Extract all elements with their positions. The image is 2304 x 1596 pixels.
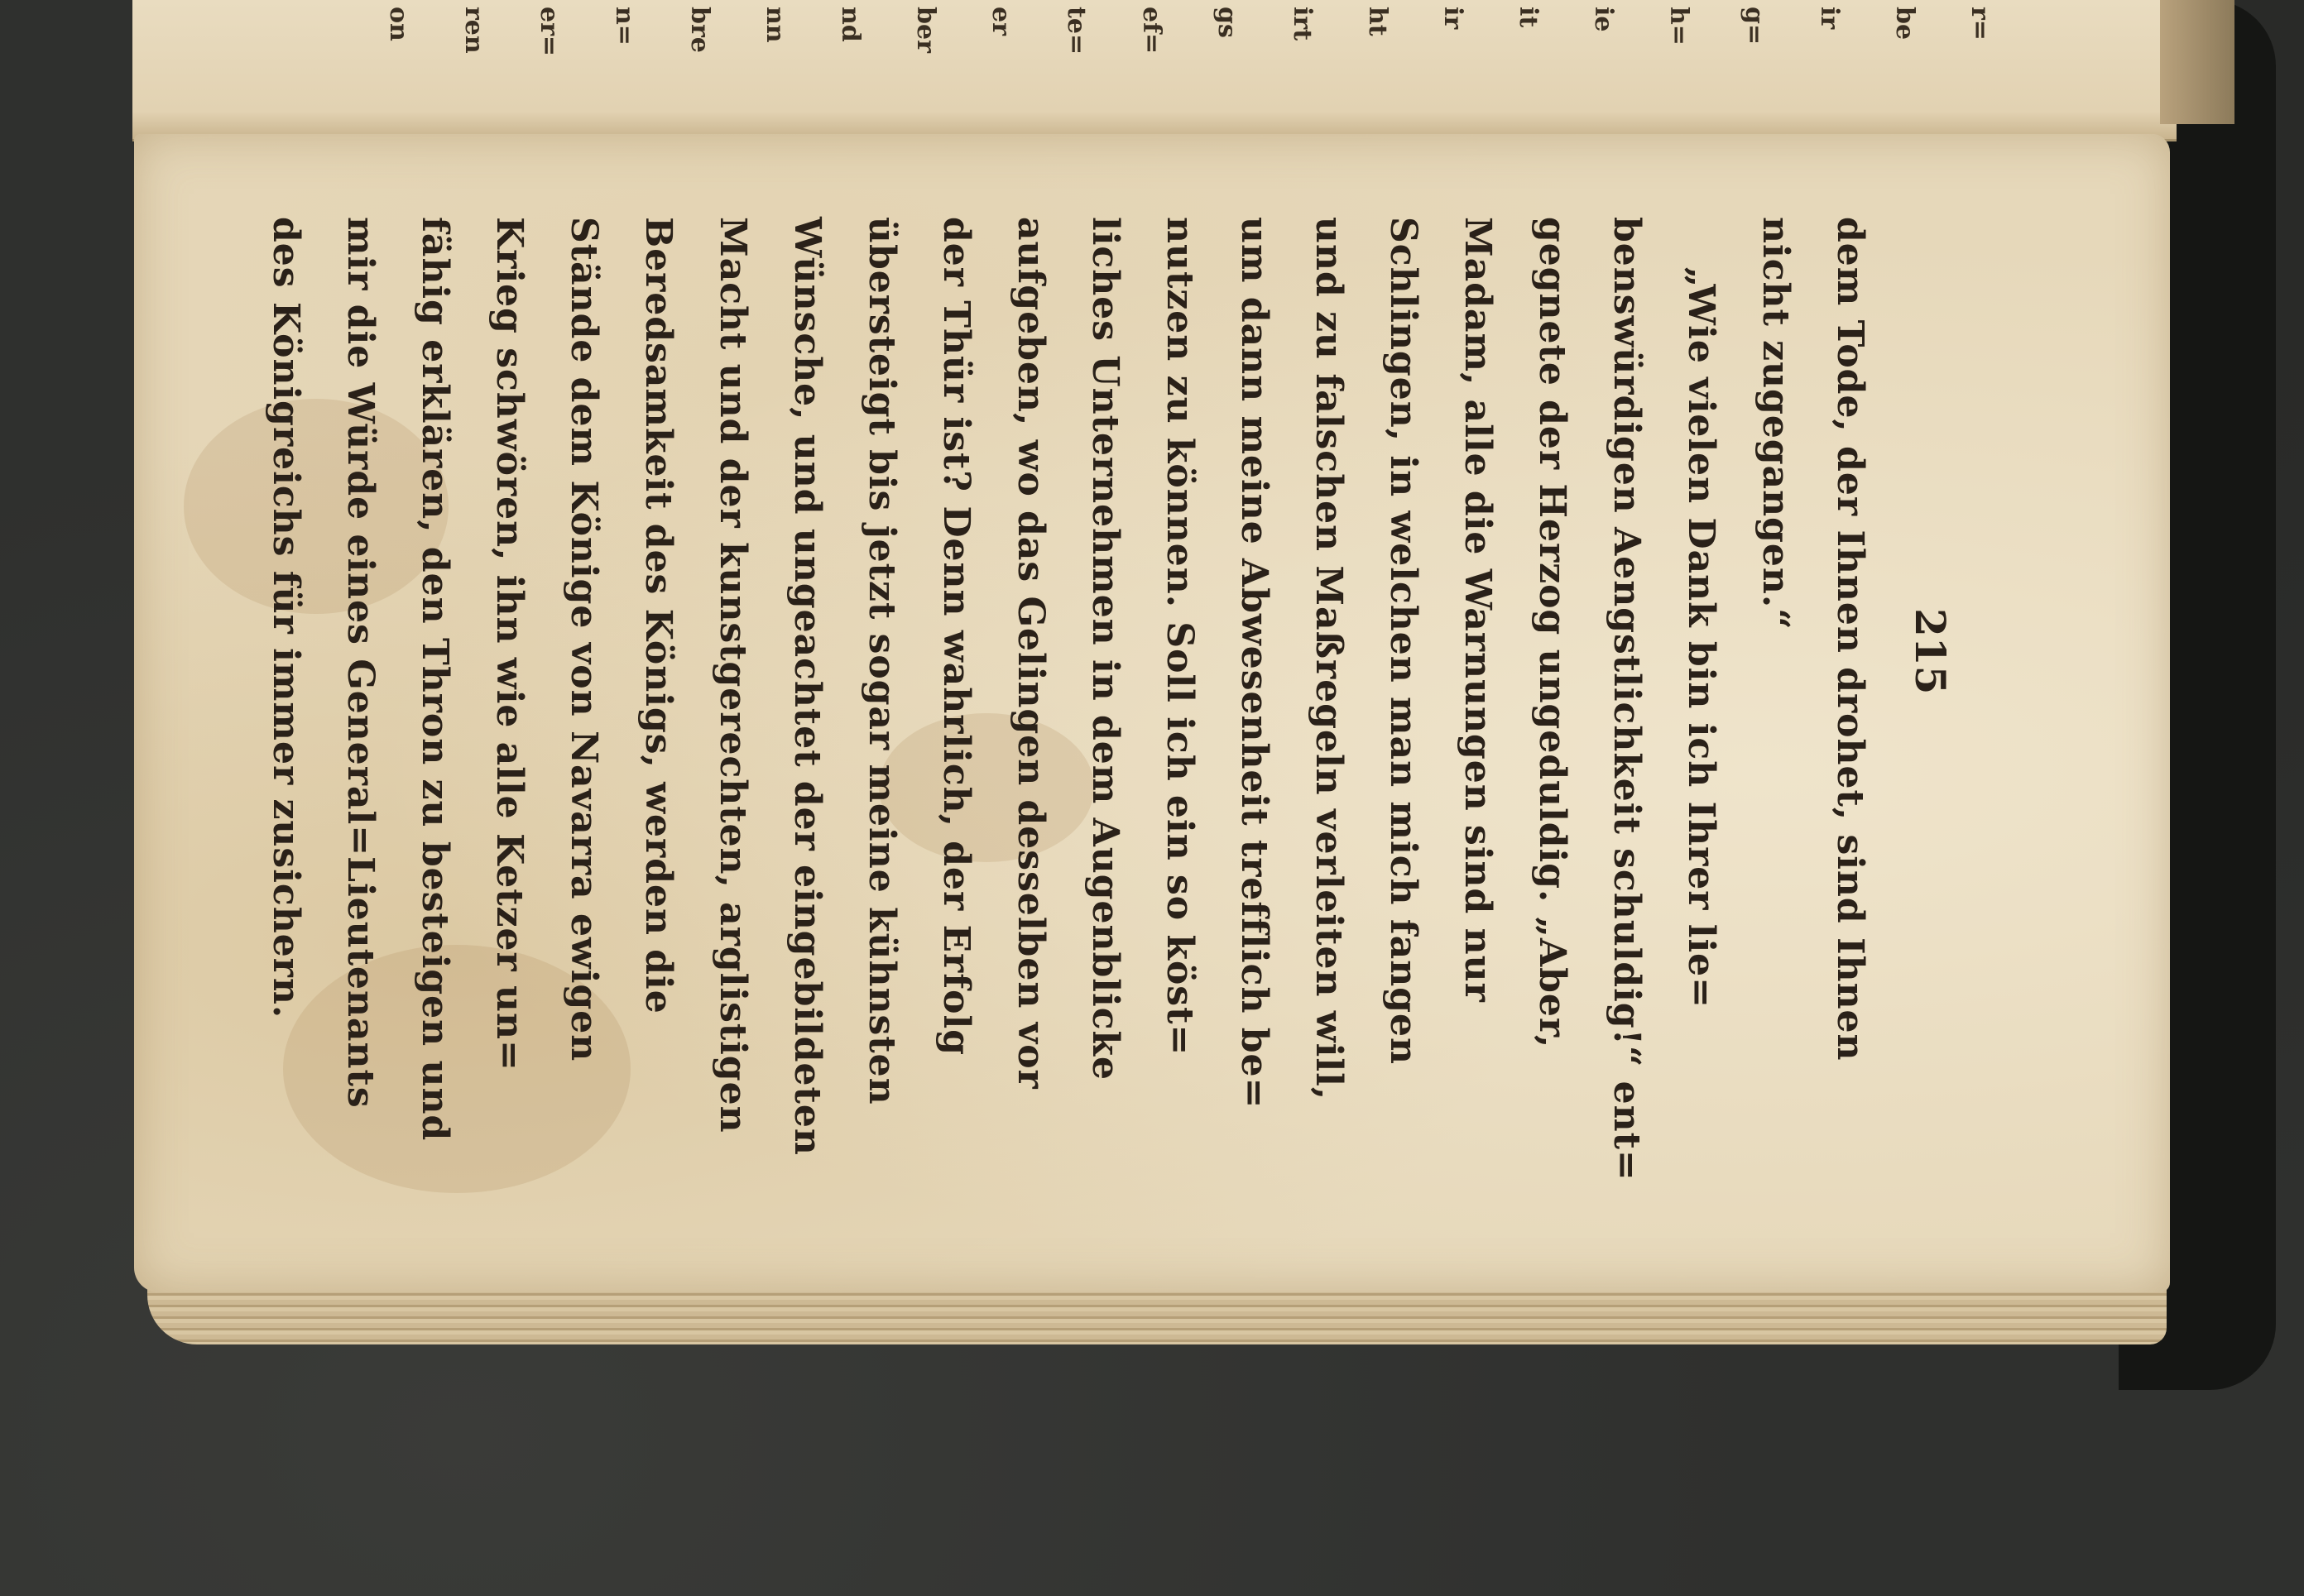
text-line: mir die Würde eines General=Lieutenants [339,217,382,1109]
text-line: Wünsche, und ungeachtet der eingebildeten [786,217,828,1156]
previous-page-fragment: ren [459,7,488,54]
previous-page-fragment: nd [836,7,865,42]
text-line: um dann meine Abwesenheit trefflich be= [1233,217,1275,1110]
previous-page [132,0,2177,141]
previous-page-fragment: it [1514,7,1543,28]
text-line: übersteigt bis jetzt sogar meine kühnsten [861,217,903,1105]
previous-page-fragment: on [384,7,413,41]
previous-page-fragment: er= [535,7,564,57]
text-line: Krieg schwören, ihn wie alle Ketzer un= [488,217,530,1071]
page-text [265,217,1887,1181]
text-line: „Wie vielen Dank bin ich Ihrer lie= [1680,266,1722,1009]
previous-page-fragment: ht [1363,7,1392,36]
text-line: gegnete der Herzog ungeduldig. „Aber, [1531,217,1573,1049]
previous-page-fragment: ir [1815,7,1844,30]
text-line: liches Unternehmen in dem Augenblicke [1084,217,1126,1081]
previous-page-fragment: n= [610,7,639,46]
text-line: dem Tode, der Ihnen drohet, sind Ihnen [1829,217,1871,1062]
page-number: 215 [1906,608,1955,695]
text-line: nicht zugegangen.“ [1754,217,1797,630]
previous-page-fragment: er [986,7,1015,36]
text-line: fähig erklären, den Thron zu besteigen und [414,217,456,1142]
previous-page-fragment: ir [1438,7,1467,30]
previous-page-fragment: nn [761,7,790,43]
previous-page-fragment: ber [911,7,940,53]
text-line: nutzen zu können. Soll ich ein so köst= [1159,217,1201,1057]
previous-page-fragment: g= [1740,7,1769,46]
text-line: und zu falschen Maßregeln verleiten will, [1308,217,1350,1101]
text-line: Madam, alle die Warnungen sind nur [1457,217,1499,1003]
text-line: Beredsamkeit des Königs, werden die [637,217,679,1014]
text-line: aufgeben, wo das Gelingen desselben vor [1010,217,1052,1090]
previous-page-edge [2160,0,2234,124]
previous-page-fragment: irt [1288,7,1317,41]
previous-page-fragment: be [1890,7,1919,41]
previous-page-fragment: r= [1966,7,1994,41]
text-line: Stände dem Könige von Navarra ewigen [563,217,605,1062]
previous-page-fragment: te= [1062,7,1091,55]
previous-page-fragment: bre [685,7,714,53]
previous-page-fragment: h= [1664,7,1693,46]
text-line: benswürdigen Aengstlichkeit schuldig!“ ent= [1606,217,1648,1181]
text-line: Macht und der kunstgerechten, arglistigen [712,217,754,1133]
text-line: der Thür ist? Denn wahrlich, der Erfolg [935,217,977,1056]
previous-page-fragment: gs [1212,7,1241,38]
text-line: des Königreichs für immer zusichern. [265,217,307,1019]
previous-page-fragment: ef= [1137,7,1166,55]
text-line: Schlingen, in welchen man mich fangen [1382,217,1424,1065]
previous-page-fragment: ie [1589,7,1618,32]
